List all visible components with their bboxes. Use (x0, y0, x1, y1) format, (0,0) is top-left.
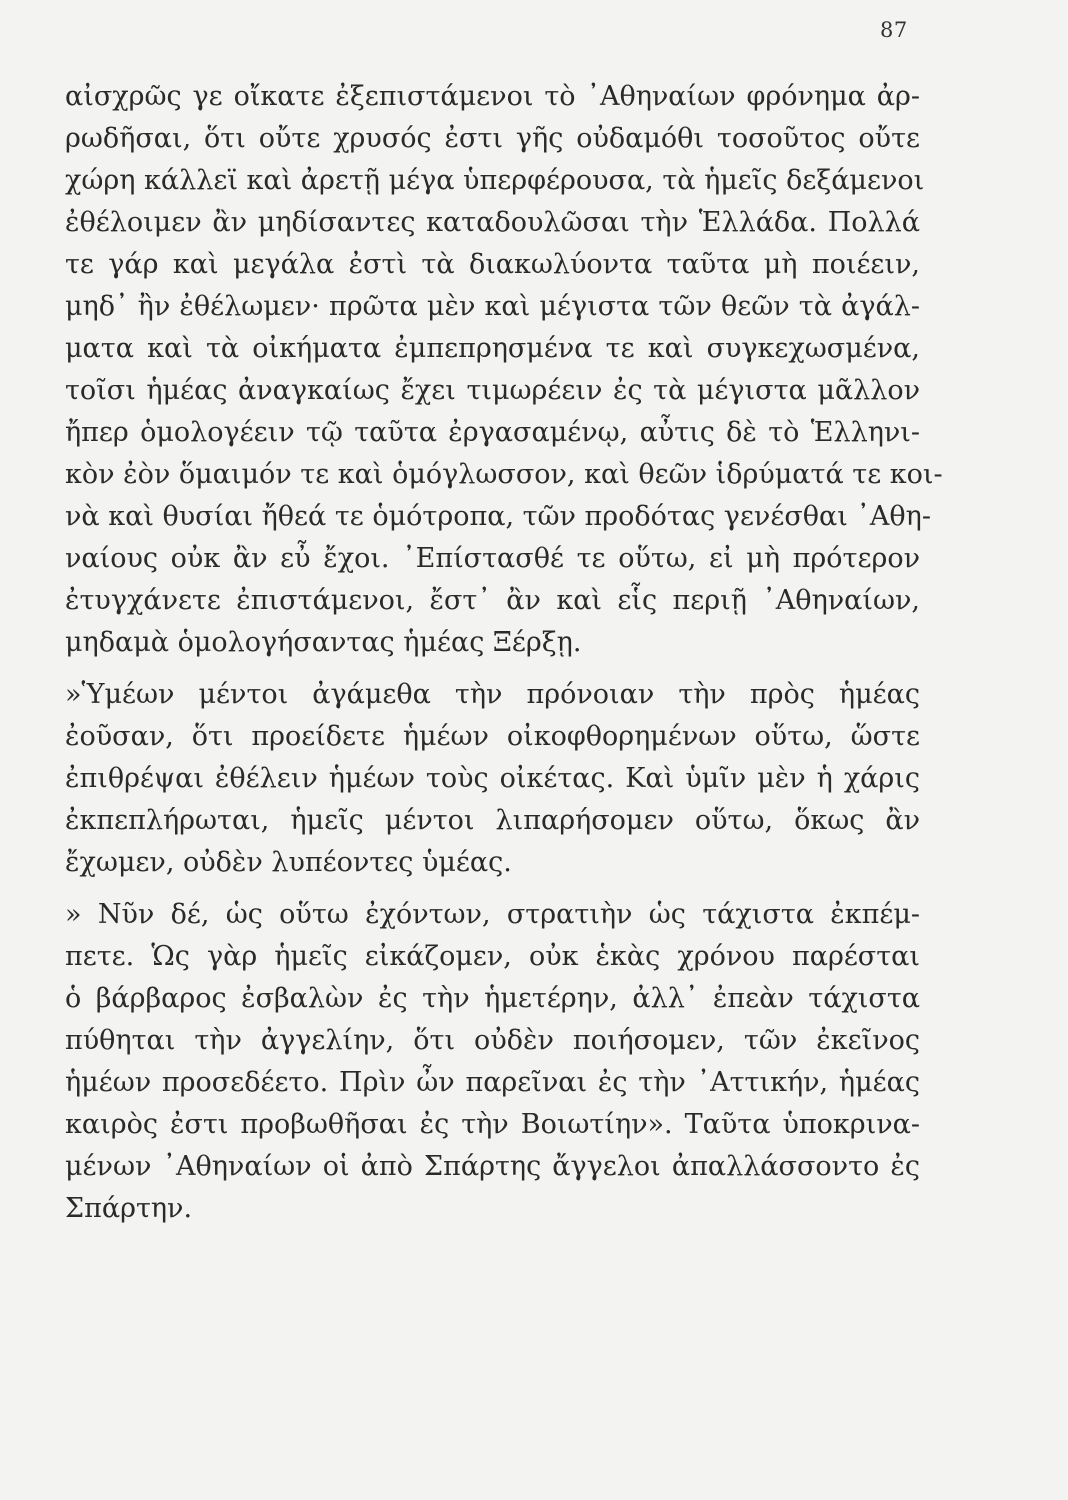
text-line: ὁ βάρβαρος ἐσβαλὼν ἐς τὴν ἡμετέρην, ἀλλ᾿ ἐπεὰν τάχιστα (65, 983, 920, 1014)
text-line: αἰσχρῶς γε οἴκατε ἐξεπιστάμενοι τὸ ᾿Αθηναίων φρόνημα ἀρ- (65, 81, 920, 112)
text-line: πετε. Ὡς γὰρ ἡμεῖς εἰκάζομεν, οὐκ ἑκὰς χρόνου παρέσται (65, 941, 920, 972)
page-number: 87 (880, 18, 908, 42)
text-line: ναίους οὐκ ἂν εὖ ἔχοι. ᾿Επίστασθέ τε οὕτω, εἰ μὴ πρότερον (65, 543, 920, 574)
text-line: ἤπερ ὁμολογέειν τῷ ταῦτα ἐργασαμένῳ, αὖτις δὲ τὸ Ἑλληνι- (65, 417, 920, 448)
text-line: ματα καὶ τὰ οἰκήματα ἐμπεπρησμένα τε καὶ συγκεχωσμένα, (65, 333, 920, 364)
text-line: ἡμέων προσεδέετο. Πρὶν ὦν παρεῖναι ἐς τὴν ᾿Αττικήν, ἡμέας (65, 1067, 920, 1098)
text-line: ρωδῆσαι, ὅτι οὔτε χρυσός ἐστι γῆς οὐδαμόθι τοσοῦτος οὔτε (65, 123, 920, 154)
text-line: μένων ᾿Αθηναίων οἱ ἀπὸ Σπάρτης ἄγγελοι ἀπαλλάσσοντο ἐς (65, 1151, 920, 1182)
text-line: χώρη κάλλεϊ καὶ ἀρετῇ μέγα ὑπερφέρουσα, τὰ ἡμεῖς δεξάμενοι (65, 165, 925, 196)
text-line: ἐθέλοιμεν ἂν μηδίσαντες καταδουλῶσαι τὴν Ἑλλάδα. Πολλά (65, 207, 920, 238)
text-line: τε γάρ καὶ μεγάλα ἐστὶ τὰ διακωλύοντα ταῦτα μὴ ποιέειν, (65, 249, 920, 280)
text-line: μηδαμὰ ὁμολογήσαντας ἡμέας Ξέρξῃ. (65, 627, 582, 658)
text-line: Σπάρτην. (65, 1193, 193, 1224)
text-line: ἐοῦσαν, ὅτι προείδετε ἡμέων οἰκοφθορημένων οὕτω, ὥστε (65, 721, 920, 752)
text-line: ἔχωμεν, οὐδὲν λυπέοντες ὑμέας. (65, 847, 512, 878)
text-line: ἐπιθρέψαι ἐθέλειν ἡμέων τοὺς οἰκέτας. Καὶ ὑμῖν μὲν ἡ χάρις (65, 763, 920, 794)
text-line: » Νῦν δέ, ὡς οὕτω ἐχόντων, στρατιὴν ὡς τάχιστα ἐκπέμ- (65, 899, 920, 930)
text-line: νὰ καὶ θυσίαι ἤθεά τε ὁμότροπα, τῶν προδότας γενέσθαι ᾿Αθη- (65, 501, 931, 532)
text-line: »Ὑμέων μέντοι ἀγάμεθα τὴν πρόνοιαν τὴν πρὸς ἡμέας (65, 679, 920, 710)
text-line: μηδ᾿ ἢν ἐθέλωμεν· πρῶτα μὲν καὶ μέγιστα τῶν θεῶν τὰ ἀγάλ- (65, 291, 920, 322)
text-line: κὸν ἐὸν ὅμαιμόν τε καὶ ὁμόγλωσσον, καὶ θεῶν ἱδρύματά τε κοι- (65, 459, 943, 490)
text-line: πύθηται τὴν ἀγγελίην, ὅτι οὐδὲν ποιήσομεν, τῶν ἐκεῖνος (65, 1025, 920, 1056)
text-line: τοῖσι ἡμέας ἀναγκαίως ἔχει τιμωρέειν ἐς τὰ μέγιστα μᾶλλον (65, 375, 920, 406)
text-line: ἐτυγχάνετε ἐπιστάμενοι, ἔστ᾿ ἂν καὶ εἷς περιῇ ᾿Αθηναίων, (65, 585, 920, 616)
text-line: ἐκπεπλήρωται, ἡμεῖς μέντοι λιπαρήσομεν οὕτω, ὅκως ἂν (65, 805, 920, 836)
text-line: καιρὸς ἐστι προβωθῆσαι ἐς τὴν Βοιωτίην». Ταῦτα ὑποκρινα- (65, 1109, 920, 1140)
